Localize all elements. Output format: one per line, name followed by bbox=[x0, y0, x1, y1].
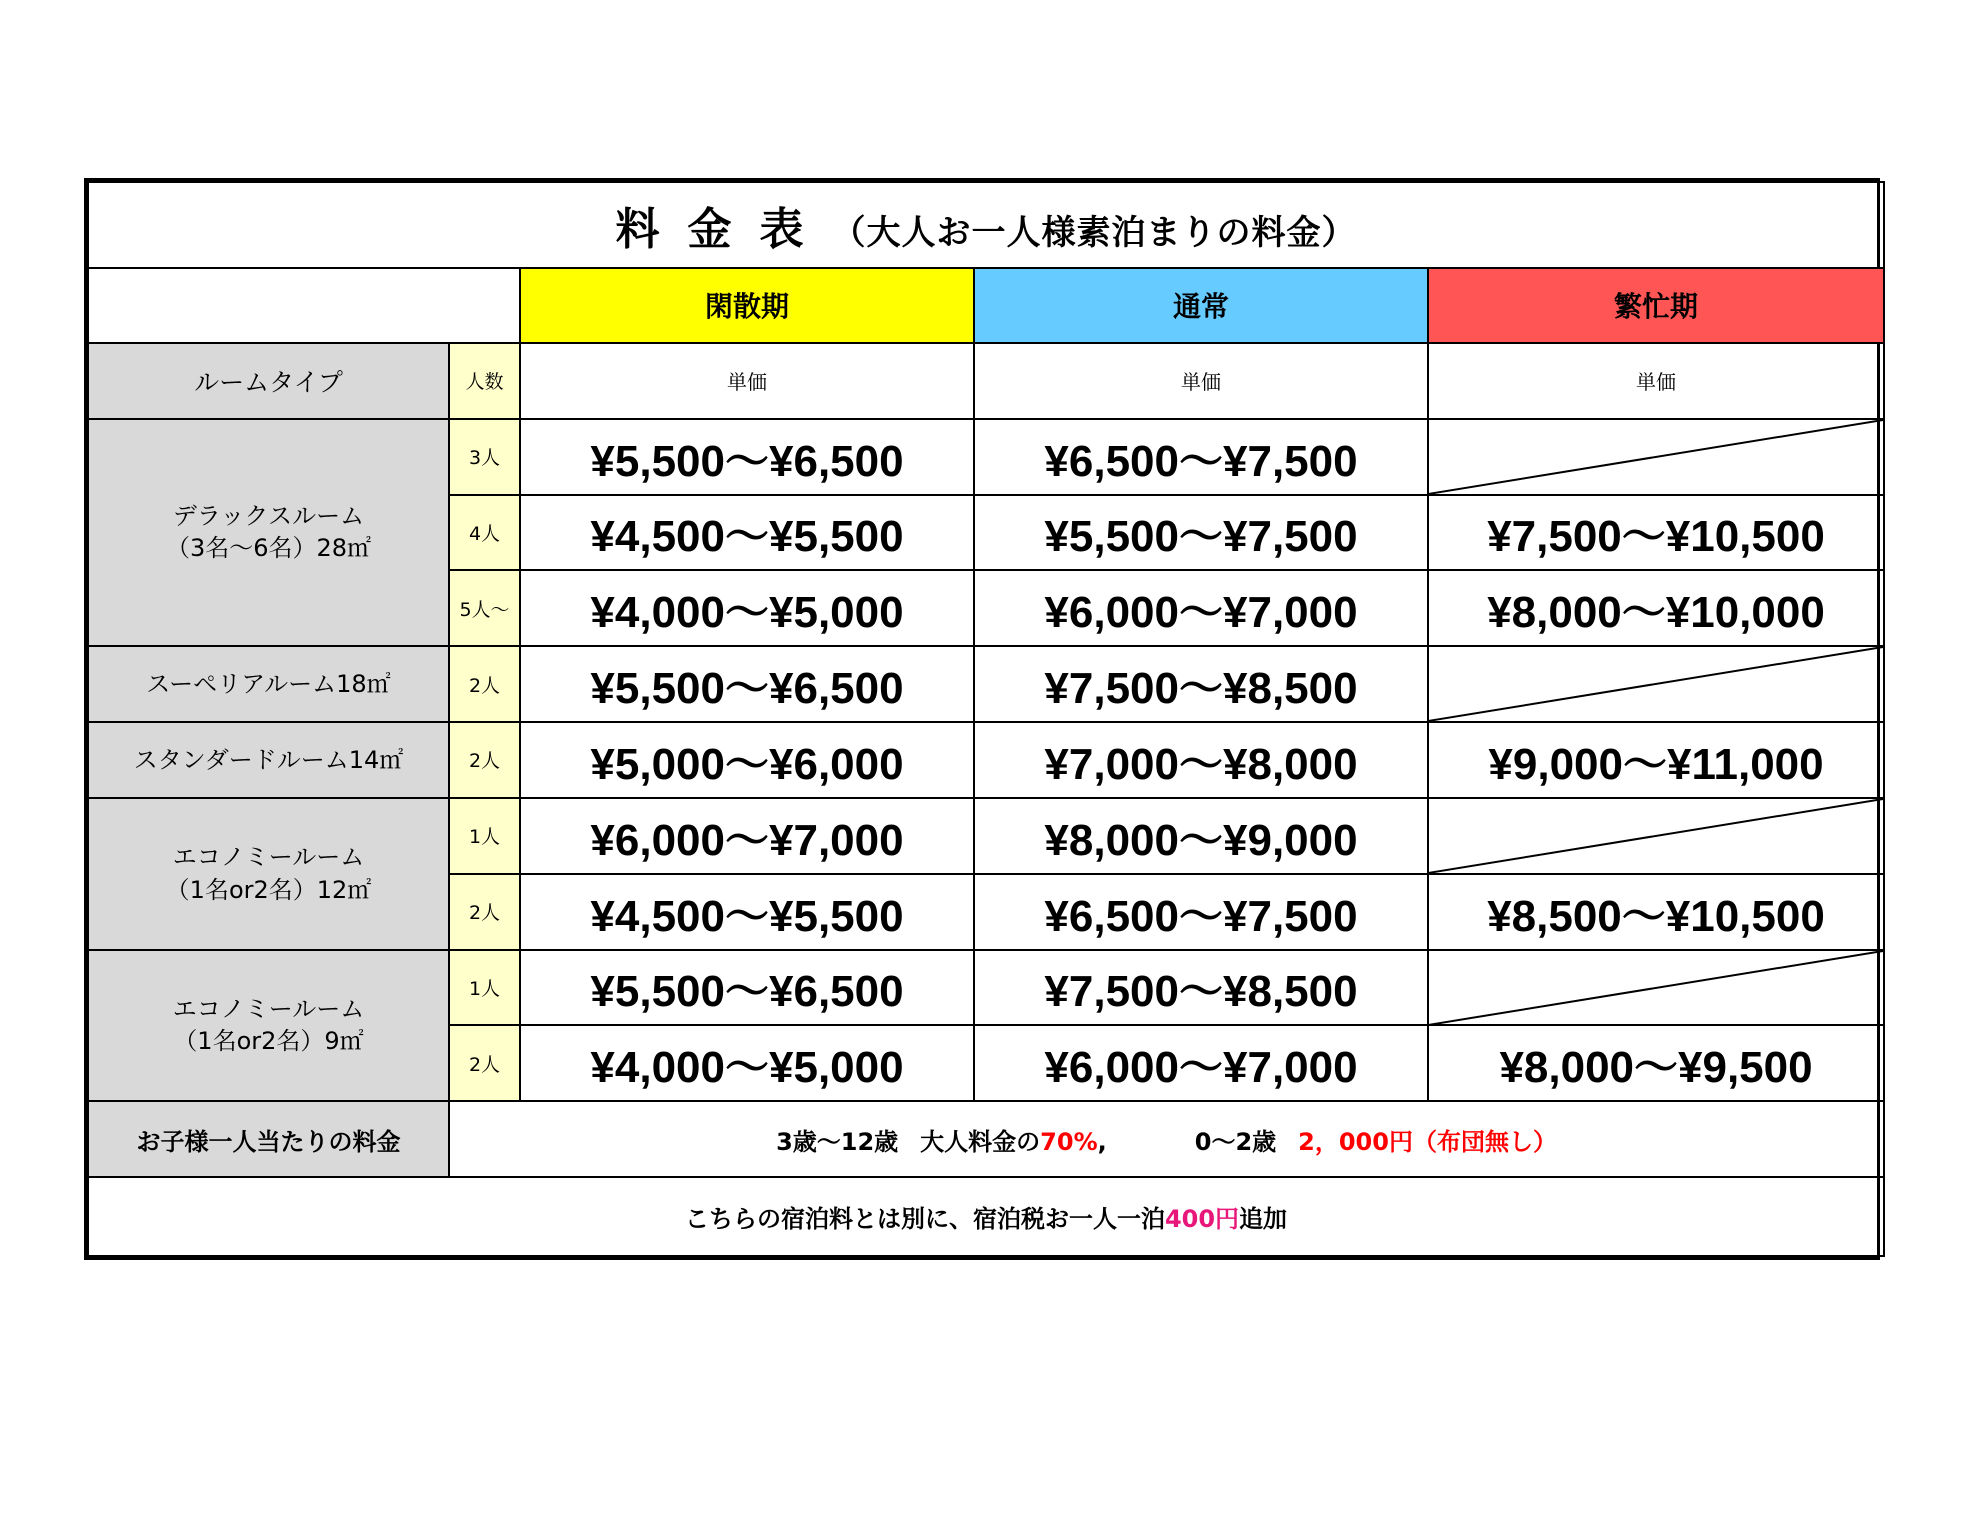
persons-header: 人数 bbox=[449, 343, 520, 419]
table-row bbox=[88, 722, 1884, 798]
price-peak-not-available bbox=[1428, 798, 1884, 874]
price-normal: ¥6,000～¥7,000 bbox=[974, 1025, 1428, 1101]
price-off: ¥5,500～¥6,500 bbox=[520, 950, 974, 1026]
price-normal: ¥5,500～¥7,500 bbox=[974, 495, 1428, 571]
diagonal-line bbox=[1429, 420, 1883, 494]
room-name: デラックスルーム bbox=[172, 502, 365, 531]
price-normal: ¥8,000～¥9,000 bbox=[974, 798, 1428, 874]
price-off: ¥5,500～¥6,500 bbox=[520, 646, 974, 722]
room-deluxe bbox=[88, 419, 449, 646]
tax-note bbox=[88, 1177, 1884, 1256]
persons-cell: 5人～ bbox=[449, 570, 520, 646]
season-peak-header: 繁忙期 bbox=[1428, 268, 1884, 343]
price-normal: ¥7,500～¥8,500 bbox=[974, 950, 1428, 1026]
child-fee-detail bbox=[449, 1101, 1884, 1177]
infant-fee: 2，000円 bbox=[1298, 1127, 1413, 1156]
comma: , bbox=[1097, 1127, 1107, 1156]
adult-rate-text: 大人料金の bbox=[920, 1127, 1041, 1156]
blank-header-cell bbox=[88, 268, 520, 343]
child-age-2: 0～2歳 bbox=[1194, 1127, 1277, 1156]
season-header-row bbox=[88, 268, 1884, 343]
diagonal-line bbox=[1429, 647, 1883, 721]
price-normal: ¥7,000～¥8,000 bbox=[974, 722, 1428, 798]
infant-note: （布団無し） bbox=[1412, 1127, 1557, 1156]
price-table-sheet bbox=[84, 178, 1880, 1260]
persons-cell: 2人 bbox=[449, 722, 520, 798]
column-header-row bbox=[88, 343, 1884, 419]
price-off: ¥4,500～¥5,500 bbox=[520, 874, 974, 950]
price-peak: ¥8,500～¥10,500 bbox=[1428, 874, 1884, 950]
price-table bbox=[87, 181, 1885, 1257]
room-detail: （1名or2名）9㎡ bbox=[173, 1027, 364, 1056]
persons-cell: 2人 bbox=[449, 874, 520, 950]
price-normal: ¥6,500～¥7,500 bbox=[974, 874, 1428, 950]
tax-amount: 400円 bbox=[1164, 1204, 1240, 1233]
persons-cell: 1人 bbox=[449, 798, 520, 874]
season-off-header: 閑散期 bbox=[520, 268, 974, 343]
room-standard bbox=[88, 722, 449, 798]
persons-cell: 4人 bbox=[449, 495, 520, 571]
child-fee-row bbox=[88, 1101, 1884, 1177]
room-superior bbox=[88, 646, 449, 722]
persons-cell: 2人 bbox=[449, 646, 520, 722]
table-row bbox=[88, 950, 1884, 1026]
price-peak: ¥9,000～¥11,000 bbox=[1428, 722, 1884, 798]
price-normal: ¥6,000～¥7,000 bbox=[974, 570, 1428, 646]
tax-note-prefix: こちらの宿泊料とは別に、宿泊税お一人一泊 bbox=[684, 1204, 1165, 1233]
persons-cell: 3人 bbox=[449, 419, 520, 495]
room-detail: （1名or2名）12㎡ bbox=[165, 875, 372, 904]
price-off: ¥4,000～¥5,000 bbox=[520, 570, 974, 646]
persons-cell: 2人 bbox=[449, 1025, 520, 1101]
price-normal: ¥7,500～¥8,500 bbox=[974, 646, 1428, 722]
room-name: エコノミールーム bbox=[172, 843, 365, 872]
room-type-header: ルームタイプ bbox=[88, 343, 449, 419]
child-age-1: 3歳～12歳 bbox=[776, 1127, 899, 1156]
table-title bbox=[88, 182, 1884, 268]
season-normal-header: 通常 bbox=[974, 268, 1428, 343]
price-peak-not-available bbox=[1428, 646, 1884, 722]
diagonal-line bbox=[1429, 799, 1883, 873]
room-name: スーペリアルーム18㎡ bbox=[146, 669, 391, 698]
price-off: ¥5,000～¥6,000 bbox=[520, 722, 974, 798]
price-normal: ¥6,500～¥7,500 bbox=[974, 419, 1428, 495]
price-peak: ¥7,500～¥10,500 bbox=[1428, 495, 1884, 571]
price-peak-not-available bbox=[1428, 419, 1884, 495]
price-peak-not-available bbox=[1428, 950, 1884, 1026]
room-name: エコノミールーム bbox=[172, 994, 365, 1023]
adult-rate-value: 70% bbox=[1040, 1127, 1098, 1156]
tax-note-row bbox=[88, 1177, 1884, 1256]
title-main: 料金表 bbox=[615, 204, 832, 256]
price-peak: ¥8,000～¥9,500 bbox=[1428, 1025, 1884, 1101]
price-off: ¥4,500～¥5,500 bbox=[520, 495, 974, 571]
table-row bbox=[88, 798, 1884, 874]
room-name: スタンダードルーム14㎡ bbox=[133, 745, 404, 774]
price-off: ¥4,000～¥5,000 bbox=[520, 1025, 974, 1101]
diagonal-line bbox=[1429, 951, 1883, 1025]
unit-price-header-normal: 単価 bbox=[974, 343, 1428, 419]
room-detail: （3名～6名）28㎡ bbox=[165, 534, 372, 563]
price-peak: ¥8,000～¥10,000 bbox=[1428, 570, 1884, 646]
room-economy-9 bbox=[88, 950, 449, 1102]
tax-note-suffix: 追加 bbox=[1239, 1204, 1288, 1233]
unit-price-header-off: 単価 bbox=[520, 343, 974, 419]
unit-price-header-peak: 単価 bbox=[1428, 343, 1884, 419]
child-fee-label: お子様一人当たりの料金 bbox=[88, 1101, 449, 1177]
price-off: ¥5,500～¥6,500 bbox=[520, 419, 974, 495]
price-off: ¥6,000～¥7,000 bbox=[520, 798, 974, 874]
title-row bbox=[88, 182, 1884, 268]
persons-cell: 1人 bbox=[449, 950, 520, 1026]
table-row bbox=[88, 419, 1884, 495]
table-row bbox=[88, 646, 1884, 722]
room-economy-12 bbox=[88, 798, 449, 950]
title-sub: （大人お一人様素泊まりの料金） bbox=[831, 213, 1357, 254]
